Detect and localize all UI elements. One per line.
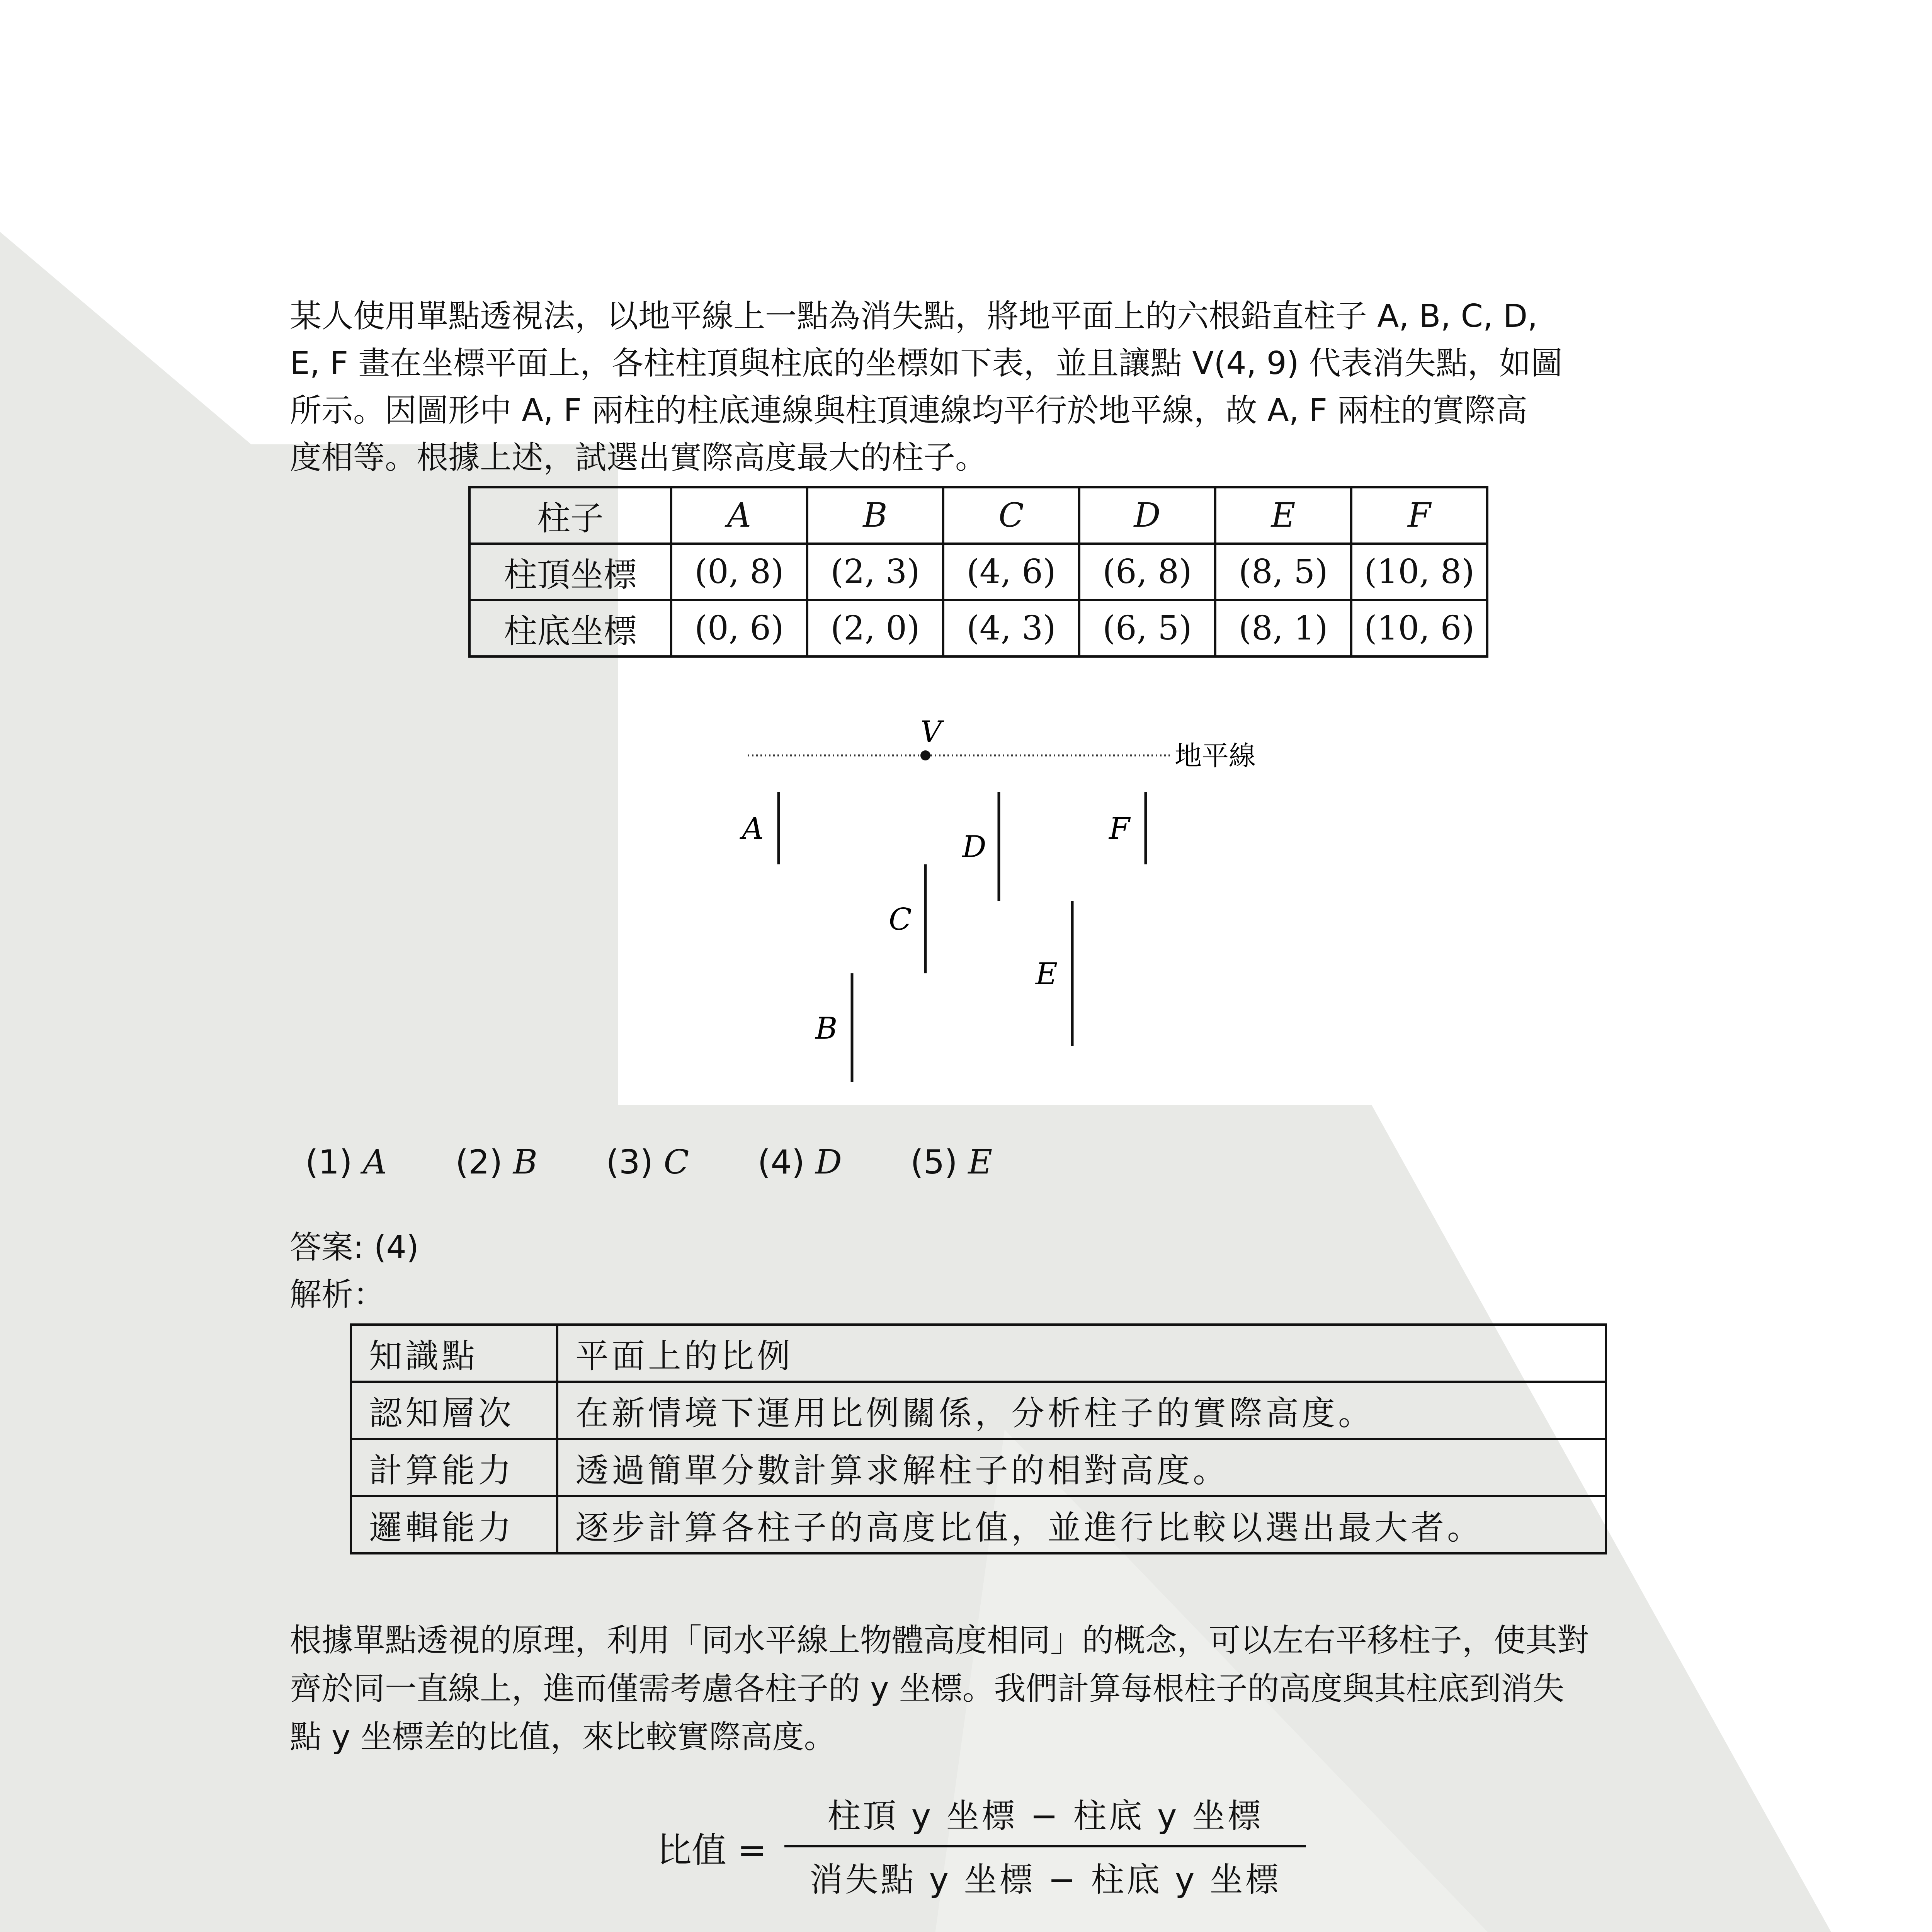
pillar-label-a: A [742, 811, 764, 846]
option-1[interactable] [305, 1143, 387, 1182]
pillar-label-e: E [1036, 957, 1058, 992]
table-cell: (6, 5) [1079, 600, 1215, 656]
table-cell: (8, 5) [1215, 544, 1351, 600]
table-cell: (4, 6) [943, 544, 1079, 600]
pillar-col-d: D [1079, 487, 1215, 544]
formula-lhs: 比值 = [657, 1830, 767, 1871]
pillar-label-d: D [962, 830, 986, 864]
vanishing-label: V [920, 715, 942, 749]
formula-fraction-bar [784, 1845, 1306, 1847]
table-cell: (0, 8) [671, 544, 807, 600]
table-cell: (2, 3) [807, 544, 943, 600]
table-row [351, 1439, 1606, 1496]
explanation-line-3: 點 y 坐標差的比值，來比較實際高度。 [290, 1719, 836, 1755]
top-row-label: 柱頂坐標 [469, 544, 671, 600]
table-row [351, 1325, 1606, 1382]
perspective-figure [618, 715, 1352, 1105]
explanation-line-1: 根據單點透視的原理，利用「同水平線上物體高度相同」的概念，可以左右平移柱子，使其對 [290, 1622, 1589, 1659]
vanishing-point [920, 750, 930, 760]
bottom-coordinate-row [469, 600, 1487, 656]
pillar-col-a: A [671, 487, 807, 544]
horizon-label: 地平線 [1175, 740, 1256, 772]
option-5-value: E [968, 1143, 993, 1182]
analysis-key: 計算能力 [351, 1439, 557, 1496]
analysis-key: 知識點 [351, 1325, 557, 1382]
pillar-header-label: 柱子 [469, 487, 671, 544]
problem-line-4: 度相等。根據上述，試選出實際高度最大的柱子。 [290, 439, 987, 476]
table-row [351, 1496, 1606, 1553]
option-4-value: D [815, 1143, 842, 1182]
pillar-col-e: E [1215, 487, 1351, 544]
analysis-table [350, 1323, 1607, 1554]
coordinate-header-row [469, 487, 1487, 544]
analysis-value: 平面上的比例 [557, 1325, 1606, 1382]
problem-line-2: E, F 畫在坐標平面上，各柱柱頂與柱底的坐標如下表，並且讓點 V(4, 9) 代表消失點，如圖 [290, 345, 1563, 382]
pillar-label-f: F [1109, 811, 1130, 846]
answer-options [305, 1143, 992, 1182]
table-cell: (10, 6) [1351, 600, 1487, 656]
option-2-number: (2) [455, 1143, 503, 1182]
option-5-number: (5) [910, 1143, 957, 1182]
option-2[interactable] [456, 1143, 537, 1182]
coordinate-table [468, 486, 1488, 658]
option-1-value: A [363, 1143, 387, 1182]
table-cell: (6, 8) [1079, 544, 1215, 600]
analysis-value: 逐步計算各柱子的高度比值，並進行比較以選出最大者。 [557, 1496, 1606, 1553]
analysis-key: 認知層次 [351, 1382, 557, 1439]
option-4[interactable] [758, 1143, 842, 1182]
option-4-number: (4) [757, 1143, 805, 1182]
pillar-label-c: C [889, 902, 912, 937]
analysis-value: 透過簡單分數計算求解柱子的相對高度。 [557, 1439, 1606, 1496]
option-5[interactable] [910, 1143, 992, 1182]
pillar-label-b: B [815, 1011, 838, 1046]
formula-numerator: 柱頂 y 坐標 − 柱底 y 坐標 [827, 1797, 1263, 1835]
explanation-line-2: 齊於同一直線上，進而僅需考慮各柱子的 y 坐標。我們計算每根柱子的高度與其柱底到消失 [290, 1670, 1565, 1707]
analysis-label: 解析： [290, 1276, 385, 1313]
answer-line: 答案: (4) [290, 1229, 419, 1266]
problem-line-3: 所示。因圖形中 A, F 兩柱的柱底連線與柱頂連線均平行於地平線，故 A, F 兩柱的實際高 [290, 392, 1528, 429]
pillar-col-c: C [943, 487, 1079, 544]
analysis-key: 邏輯能力 [351, 1496, 557, 1553]
table-cell: (8, 1) [1215, 600, 1351, 656]
option-3-value: C [663, 1143, 689, 1182]
table-cell: (4, 3) [943, 600, 1079, 656]
table-row [351, 1382, 1606, 1439]
table-cell: (0, 6) [671, 600, 807, 656]
option-2-value: B [513, 1143, 537, 1182]
pillar-col-f: F [1351, 487, 1487, 544]
pillar-col-b: B [807, 487, 943, 544]
option-3-number: (3) [606, 1143, 653, 1182]
option-1-number: (1) [305, 1143, 352, 1182]
figure-background [618, 715, 1352, 1105]
formula-denominator: 消失點 y 坐標 − 柱底 y 坐標 [810, 1861, 1281, 1899]
bottom-row-label: 柱底坐標 [469, 600, 671, 656]
table-cell: (10, 8) [1351, 544, 1487, 600]
problem-line-1: 某人使用單點透視法，以地平線上一點為消失點，將地平面上的六根鉛直柱子 A, B, C, D, [290, 298, 1538, 335]
top-coordinate-row [469, 544, 1487, 600]
analysis-value: 在新情境下運用比例關係，分析柱子的實際高度。 [557, 1382, 1606, 1439]
option-3[interactable] [606, 1143, 689, 1182]
table-cell: (2, 0) [807, 600, 943, 656]
